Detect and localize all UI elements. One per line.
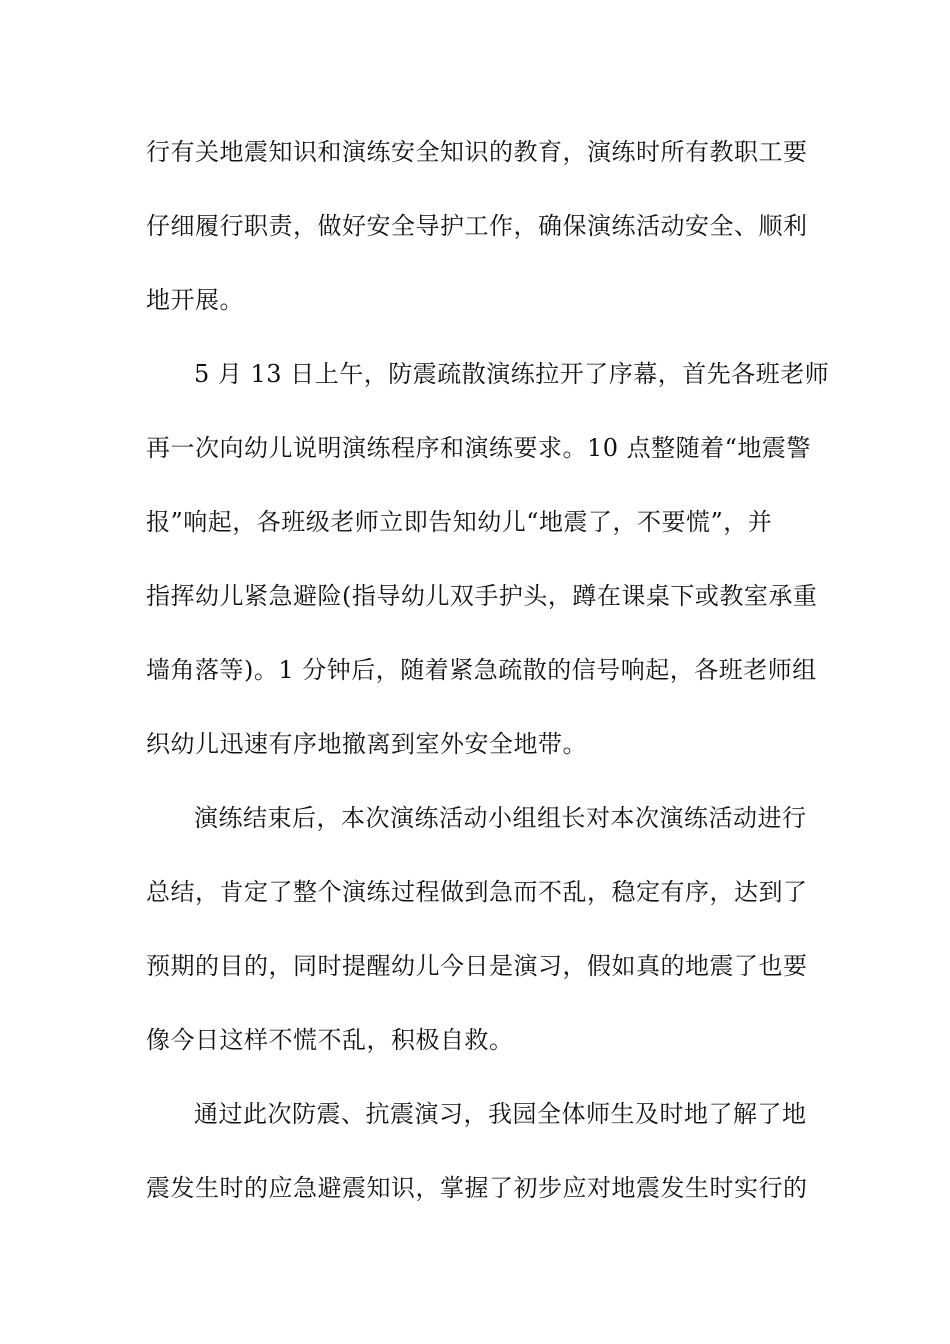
body-text [146,128,830,1238]
paragraph-line: 墙角落等)。1 分钟后，随着紧急疏散的信号响起，各班老师组 [146,656,817,684]
paragraph-line: 再一次向幼儿说明演练程序和演练要求。10 点整随着“地震警 [146,434,811,462]
paragraph-line: 指挥幼儿紧急避险(指导幼儿双手护头，蹲在课桌下或教室承重 [146,582,818,610]
paragraph-line: 预期的目的，同时提醒幼儿今日是演习，假如真的地震了也要 [146,952,808,980]
paragraph-line: 像今日这样不慌不乱，积极自救。 [146,1026,514,1054]
paragraph-line: 5 月 13 日上午，防震疏散演练拉开了序幕，首先各班老师 [194,360,830,388]
paragraph-line: 演练结束后，本次演练活动小组组长对本次演练活动进行 [194,804,807,832]
paragraph-line: 行有关地震知识和演练安全知识的教育，演练时所有教职工要 [146,138,808,166]
paragraph-line: 仔细履行职责，做好安全导护工作，确保演练活动安全、顺利 [146,212,808,240]
paragraph-line: 震发生时的应急避震知识，掌握了初步应对地震发生时实行的 [146,1174,808,1202]
paragraph-line: 总结，肯定了整个演练过程做到急而不乱，稳定有序，达到了 [146,878,808,906]
paragraph-line: 织幼儿迅速有序地撤离到室外安全地带。 [146,730,587,758]
paragraph-line: 通过此次防震、抗震演习，我园全体师生及时地了解了地 [194,1100,807,1128]
paragraph-line: 地开展。 [146,286,244,314]
paragraph-line: 报”响起，各班级老师立即告知幼儿“地震了，不要慌”，并 [146,508,773,536]
